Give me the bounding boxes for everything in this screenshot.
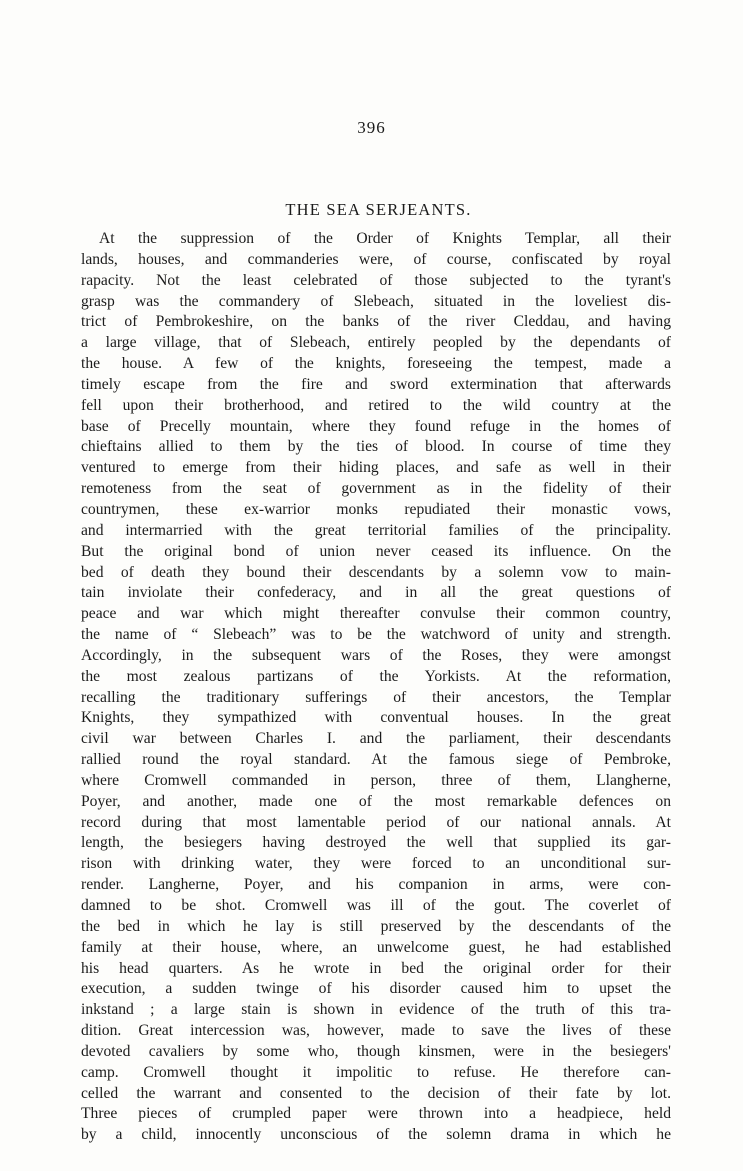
text-line: peace and war which might thereafter convulse their common country, (81, 605, 671, 623)
text-line: rallied round the royal standard. At the famous siege of Pembroke, (81, 751, 671, 769)
text-line: camp. Cromwell thought it impolitic to refuse. He therefore can- (81, 1063, 671, 1081)
text-line: civil war between Charles I. and the parliament, their descendants (81, 730, 671, 748)
text-line: his head quarters. As he wrote in bed the original order for their (81, 959, 671, 977)
text-line: recalling the traditionary sufferings of their ancestors, the Templar (81, 688, 671, 706)
text-line: countrymen, these ex-warrior monks repudiated their monastic vows, (81, 500, 671, 518)
text-line: inkstand ; a large stain is shown in evidence of the truth of this tra- (81, 1001, 671, 1019)
text-line: the most zealous partizans of the Yorkists. At the reformation, (81, 667, 671, 685)
text-line: Poyer, and another, made one of the most remarkable defences on (81, 792, 671, 810)
text-line: devoted cavaliers by some who, though kinsmen, were in the besiegers' (81, 1042, 671, 1060)
text-line: rapacity. Not the least celebrated of those subjected to the tyrant's (81, 271, 671, 289)
text-line: tain inviolate their confederacy, and in all the great questions of (81, 584, 671, 602)
text-line: rison with drinking water, they were forced to an unconditional sur- (81, 855, 671, 873)
text-line: the name of “ Slebeach” was to be the watchword of unity and strength. (81, 626, 671, 644)
text-line: damned to be shot. Cromwell was ill of the gout. The coverlet of (81, 897, 671, 914)
text-line: length, the besiegers having destroyed the well that supplied its gar- (81, 834, 671, 852)
text-line: At the suppression of the Order of Knights Templar, all their (99, 230, 671, 247)
text-line: base of Precelly mountain, where they found refuge in the homes of (81, 417, 671, 435)
text-line: the bed in which he lay is still preserved by the descendants of the (81, 917, 671, 935)
text-line: a large village, that of Slebeach, entirely peopled by the dependants of (81, 334, 671, 352)
text-line: chieftains allied to them by the ties of blood. In course of time they (81, 438, 671, 456)
text-line: But the original bond of union never ceased its influence. On the (81, 542, 671, 560)
text-line: lands, houses, and commanderies were, of course, confiscated by royal (81, 250, 671, 268)
text-line: celled the warrant and consented to the decision of their fate by lot. (81, 1084, 671, 1102)
text-line: family at their house, where, an unwelcome guest, he had established (81, 938, 671, 956)
text-line: timely escape from the fire and sword extermination that afterwards (81, 375, 671, 393)
text-line: and intermarried with the great territorial families of the principality. (81, 521, 671, 539)
text-line: Accordingly, in the subsequent wars of the Roses, they were amongst (81, 646, 671, 664)
text-line: Three pieces of crumpled paper were thrown into a headpiece, held (81, 1105, 671, 1123)
text-line: bed of death they bound their descendants by a solemn vow to main- (81, 563, 671, 581)
text-line: record during that most lamentable period of our national annals. At (81, 813, 671, 831)
text-line: where Cromwell commanded in person, three of them, Llangherne, (81, 771, 671, 789)
text-line: by a child, innocently unconscious of the solemn drama in which he (81, 1126, 671, 1144)
text-line: Knights, they sympathized with conventual houses. In the great (81, 709, 671, 727)
text-line: remoteness from the seat of government as in the fidelity of their (81, 480, 671, 498)
body-text (81, 229, 671, 1146)
text-line: the house. A few of the knights, foreseeing the tempest, made a (81, 355, 671, 373)
text-line: fell upon their brotherhood, and retired to the wild country at the (81, 396, 671, 414)
text-line: render. Langherne, Poyer, and his companion in arms, were con- (81, 876, 671, 894)
text-line: dition. Great intercession was, however, made to save the lives of these (81, 1022, 671, 1040)
page-number: 396 (357, 118, 386, 137)
text-line: ventured to emerge from their hiding places, and safe as well in their (81, 459, 671, 477)
text-line: execution, a sudden twinge of his disorder caused him to upset the (81, 980, 671, 998)
text-line: grasp was the commandery of Slebeach, situated in the loveliest dis- (81, 292, 671, 310)
chapter-title: THE SEA SERJEANTS. (285, 200, 472, 219)
text-line: trict of Pembrokeshire, on the banks of the river Cleddau, and having (81, 313, 671, 331)
